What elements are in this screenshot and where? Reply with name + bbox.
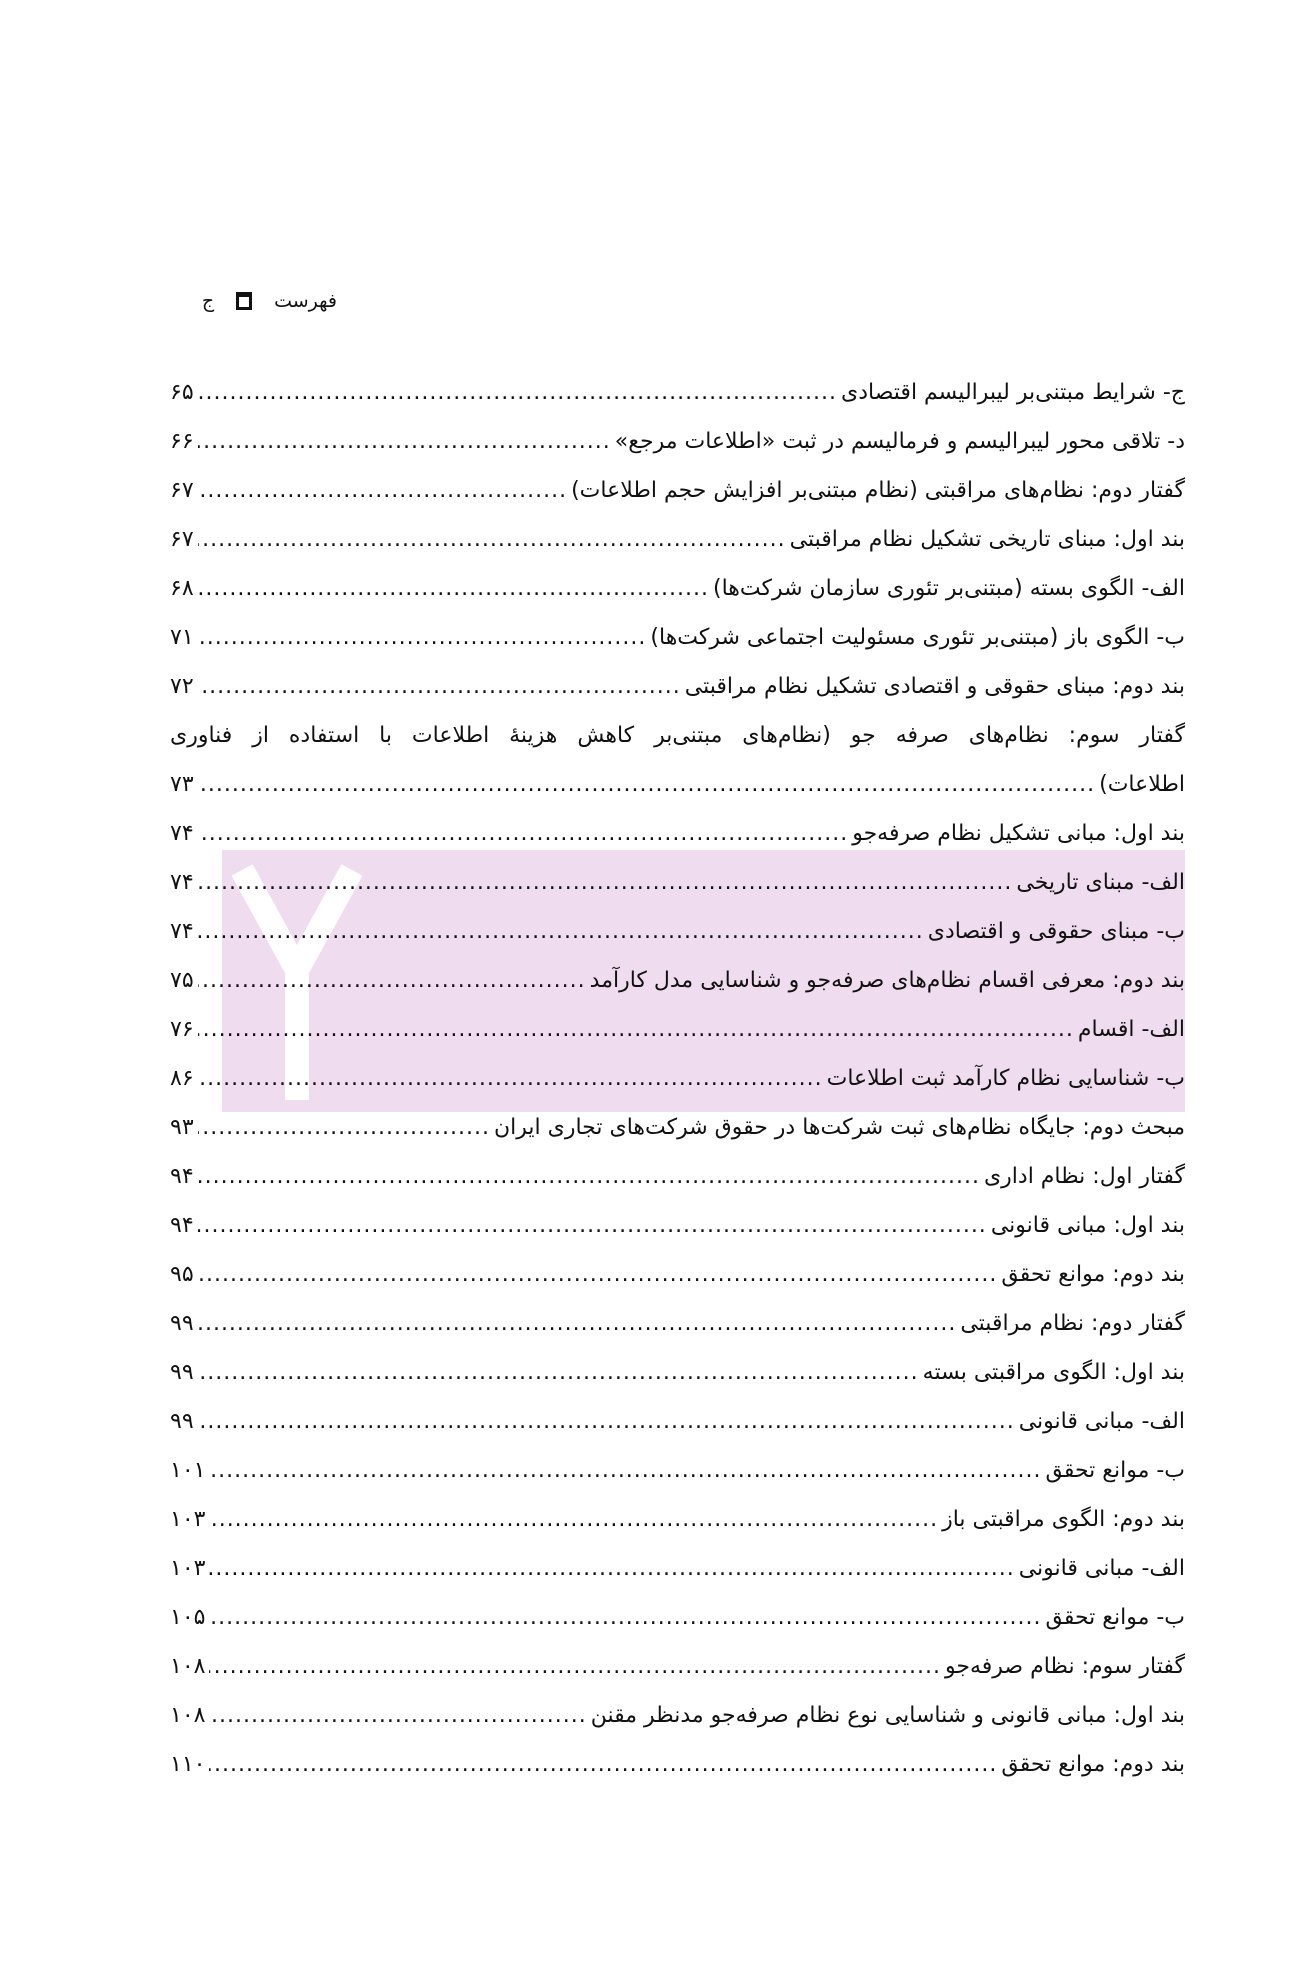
toc-entry[interactable]	[170, 1201, 1185, 1250]
toc-entry[interactable]	[170, 417, 1185, 466]
dot-leader	[209, 1593, 1041, 1642]
toc-entry-title: بند اول: الگوی مراقبتی بسته	[922, 1360, 1185, 1385]
toc-entry[interactable]	[170, 858, 1185, 907]
toc-entry-title: ج- شرایط مبتنی‌بر لیبرالیسم اقتصادی	[840, 380, 1185, 405]
toc-entry[interactable]	[170, 1740, 1185, 1789]
toc-entry-page: ۹۹	[170, 1409, 194, 1434]
toc-entry[interactable]	[170, 1544, 1185, 1593]
toc-entry-title: گفتار اول: نظام اداری	[983, 1164, 1185, 1189]
toc-entry[interactable]	[170, 1299, 1185, 1348]
toc-entry[interactable]	[170, 1348, 1185, 1397]
toc-entry-page: ۷۴	[170, 821, 194, 846]
toc-entry[interactable]	[170, 1446, 1185, 1495]
dot-leader	[198, 515, 786, 564]
toc-entry-page: ۱۰۳	[170, 1556, 206, 1581]
toc-entry-title: الف- اقسام	[1077, 1017, 1185, 1042]
toc-entry-title: بند اول: مبنای تاریخی تشکیل نظام مراقبتی	[789, 527, 1185, 552]
toc-entry[interactable]	[170, 1103, 1185, 1152]
toc-entry[interactable]	[170, 1005, 1185, 1054]
toc-entry[interactable]	[170, 1397, 1185, 1446]
toc-entry-title: بند اول: مبانی قانونی و شناسایی نوع نظام صرفه‌جو مدنظر مقنن	[590, 1703, 1185, 1728]
toc-entry[interactable]	[170, 1642, 1185, 1691]
toc-entry-title: ب- الگوی باز (مبتنی‌بر تئوری مسئولیت اجتماعی شرکت‌ها)	[650, 625, 1185, 650]
table-of-contents	[170, 368, 1185, 1789]
toc-entry-page: ۷۳	[170, 772, 194, 797]
toc-entry-page: ۱۰۵	[170, 1605, 206, 1630]
toc-entry-title: گفتار دوم: نظام‌های مراقبتی (نظام مبتنی‌بر افزایش حجم اطلاعات)	[571, 478, 1185, 503]
toc-entry-page: ۱۰۸	[170, 1654, 206, 1679]
toc-entry-page: ۷۴	[170, 870, 194, 895]
dot-leader	[198, 1348, 919, 1397]
toc-entry-title: بند دوم: الگوی مراقبتی باز	[942, 1507, 1185, 1532]
toc-entry[interactable]	[170, 1691, 1185, 1740]
dot-leader	[198, 368, 837, 417]
toc-entry[interactable]	[170, 1054, 1185, 1103]
dot-leader	[198, 760, 1095, 809]
dot-leader	[198, 613, 647, 662]
header-title: فهرست	[274, 290, 337, 312]
toc-entry[interactable]	[170, 760, 1185, 809]
dot-leader	[198, 564, 709, 613]
toc-entry[interactable]	[170, 1593, 1185, 1642]
toc-entry-page: ۹۳	[170, 1115, 194, 1140]
square-bullet-icon	[236, 292, 252, 310]
toc-entry-title: بند دوم: موانع تحقق	[1001, 1262, 1185, 1287]
toc-entry-page: ۷۱	[170, 625, 194, 650]
dot-leader	[209, 1740, 997, 1789]
toc-entry[interactable]	[170, 1152, 1185, 1201]
toc-entry-page: ۹۹	[170, 1311, 194, 1336]
toc-entry-page: ۷۶	[170, 1017, 194, 1042]
toc-entry-page: ۶۶	[170, 429, 194, 454]
dot-leader	[209, 1691, 586, 1740]
toc-entry[interactable]	[170, 956, 1185, 1005]
page-letter: ج	[201, 290, 215, 312]
toc-entry-title: گفتار سوم: نظام صرفه‌جو	[945, 1654, 1185, 1679]
toc-entry[interactable]	[170, 809, 1185, 858]
toc-entry-page: ۷۲	[170, 674, 194, 699]
dot-leader	[198, 1103, 490, 1152]
toc-entry-title-line: گفتار سوم: نظام‌های صرفه جو (نظام‌های مبتنی‌بر کاهش هزینۀ اطلاعات با استفاده از فناوری	[170, 723, 1185, 748]
toc-entry-page: ۱۰۳	[170, 1507, 206, 1532]
dot-leader	[198, 809, 849, 858]
dot-leader	[198, 1250, 998, 1299]
dot-leader	[198, 956, 586, 1005]
dot-leader	[198, 1201, 987, 1250]
dot-leader	[198, 1299, 957, 1348]
dot-leader	[198, 1054, 823, 1103]
toc-entry-title: الف- الگوی بسته (مبتنی‌بر تئوری سازمان شرکت‌ها)	[712, 576, 1185, 601]
toc-entry[interactable]	[170, 662, 1185, 711]
dot-leader	[209, 1446, 1041, 1495]
dot-leader	[198, 1397, 1015, 1446]
toc-entry-page: ۹۴	[170, 1213, 194, 1238]
toc-entry-page: ۱۱۰	[170, 1752, 206, 1777]
toc-entry-title: گفتار دوم: نظام مراقبتی	[960, 1311, 1185, 1336]
toc-entry[interactable]	[170, 466, 1185, 515]
page-header	[202, 290, 337, 312]
toc-entry-title: الف- مبنای تاریخی	[1016, 870, 1185, 895]
toc-entry-title: ب- موانع تحقق	[1045, 1605, 1185, 1630]
toc-entry-title: مبحث دوم: جایگاه نظام‌های ثبت شرکت‌ها در حقوق شرکت‌های تجاری ایران	[493, 1115, 1185, 1140]
toc-entry-title: د- تلاقی محور لیبرالیسم و فرمالیسم در ثبت «اطلاعات مرجع»	[614, 429, 1185, 454]
toc-entry[interactable]	[170, 907, 1185, 956]
toc-entry-title: بند دوم: مبنای حقوقی و اقتصادی تشکیل نظام مراقبتی	[684, 674, 1185, 699]
toc-entry[interactable]	[170, 515, 1185, 564]
toc-entry-page: ۷۴	[170, 919, 194, 944]
toc-entry-title: ب- موانع تحقق	[1045, 1458, 1185, 1483]
toc-entry-title: ب- شناسایی نظام کارآمد ثبت اطلاعات	[826, 1066, 1185, 1091]
dot-leader	[198, 858, 1013, 907]
toc-entry-title: بند اول: مبانی تشکیل نظام صرفه‌جو	[852, 821, 1185, 846]
dot-leader	[198, 1005, 1074, 1054]
toc-entry[interactable]	[170, 1495, 1185, 1544]
toc-entry-page: ۹۹	[170, 1360, 194, 1385]
toc-entry-page: ۱۰۸	[170, 1703, 206, 1728]
toc-entry-title: الف- مبانی قانونی	[1018, 1556, 1185, 1581]
dot-leader	[198, 662, 681, 711]
dot-leader	[209, 1544, 1014, 1593]
toc-entry-page: ۶۷	[170, 527, 194, 552]
toc-entry[interactable]	[170, 613, 1185, 662]
toc-entry-title: بند دوم: معرفی اقسام نظام‌های صرفه‌جو و شناسایی مدل کارآمد	[589, 968, 1185, 993]
toc-entry-page: ۱۰۱	[170, 1458, 206, 1483]
toc-entry-title: اطلاعات)	[1099, 772, 1185, 797]
toc-entry-title: بند اول: مبانی قانونی	[990, 1213, 1185, 1238]
toc-entry-page: ۶۸	[170, 576, 194, 601]
dot-leader	[198, 417, 611, 466]
toc-entry-page: ۷۵	[170, 968, 194, 993]
dot-leader	[198, 466, 567, 515]
dot-leader	[198, 1152, 980, 1201]
toc-entry-page: ۸۶	[170, 1066, 194, 1091]
dot-leader	[209, 1495, 938, 1544]
dot-leader	[198, 907, 924, 956]
toc-entry-page: ۶۵	[170, 380, 194, 405]
toc-entry-page: ۹۴	[170, 1164, 194, 1189]
toc-entry-page: ۹۵	[170, 1262, 194, 1287]
dot-leader	[209, 1642, 941, 1691]
toc-entry-title: ب- مبنای حقوقی و اقتصادی	[927, 919, 1185, 944]
toc-entry[interactable]	[170, 1250, 1185, 1299]
toc-entry[interactable]	[170, 564, 1185, 613]
toc-entry[interactable]	[170, 368, 1185, 417]
toc-entry-title: الف- مبانی قانونی	[1018, 1409, 1185, 1434]
toc-entry-title: بند دوم: موانع تحقق	[1001, 1752, 1185, 1777]
toc-entry-page: ۶۷	[170, 478, 194, 503]
